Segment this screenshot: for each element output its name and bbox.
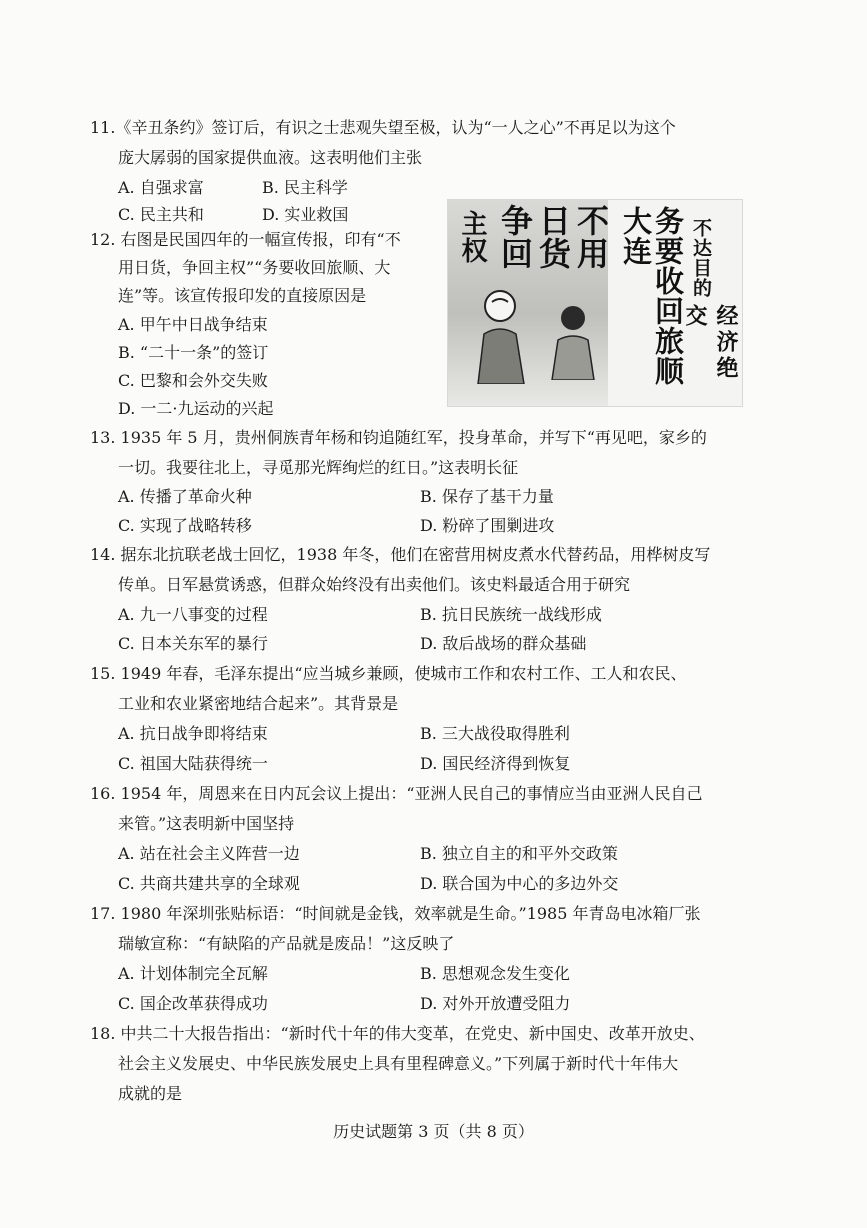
- q16-line-1: 16. 1954 年，周恩来在日内瓦会议上提出：“亚洲人民自己的事情应当由亚洲人民自己: [90, 784, 703, 803]
- q11-option-b: B. 民主科学: [262, 178, 348, 197]
- page-footer: 历史试题第 3 页（共 8 页）: [333, 1122, 534, 1141]
- q17-line-1: 17. 1980 年深圳张贴标语：“时间就是金钱，效率就是生命。”1985 年青岛电冰箱厂张: [90, 904, 701, 923]
- q11-line-1: 11.《辛丑条约》签订后，有识之士悲观失望至极，认为“一人之心”不再足以为这个: [90, 118, 676, 137]
- propaganda-poster-image: [447, 199, 743, 407]
- q12-option-b: B. “二十一条”的签订: [118, 343, 269, 362]
- poster-figure-right: [548, 300, 598, 380]
- q12-option-a: A. 甲午中日战争结束: [118, 315, 268, 334]
- q17-option-c: C. 国企改革获得成功: [118, 994, 268, 1013]
- q16-option-c: C. 共商共建共享的全球观: [118, 874, 300, 893]
- q18-line-3: 成就的是: [118, 1084, 183, 1103]
- q13-line-1: 13. 1935 年 5 月，贵州侗族青年杨和钧追随红军，投身革命，并写下“再见吧，家乡的: [90, 428, 707, 447]
- q16-line-2: 来管。”这表明新中国坚持: [118, 814, 295, 833]
- poster-figure-left: [470, 284, 530, 384]
- q14-line-2: 传单。日军悬赏诱惑，但群众始终没有出卖他们。该史料最适合用于研究: [118, 575, 631, 594]
- poster-text-until-goal: 不达目的: [690, 218, 712, 298]
- q14-option-d: D. 敌后战场的群众基础: [420, 634, 587, 653]
- q14-line-1: 14. 据东北抗联老战士回忆，1938 年冬，他们在密营用树皮煮水代替药品，用桦树皮写: [90, 545, 711, 564]
- q11-option-a: A. 自强求富: [118, 178, 204, 197]
- q11-option-d: D. 实业救国: [262, 205, 349, 224]
- poster-text-sovereignty: 主权: [457, 210, 487, 264]
- q18-line-2: 社会主义发展史、中华民族发展史上具有里程碑意义。”下列属于新时代十年伟大: [118, 1054, 679, 1073]
- q17-line-2: 瑞敏宣称：“有缺陷的产品就是废品！”这反映了: [118, 934, 455, 953]
- q15-option-a: A. 抗日战争即将结束: [118, 724, 268, 743]
- q12-line-3: 连”等。该宣传报印发的直接原因是: [118, 286, 367, 305]
- q12-option-d: D. 一二·九运动的兴起: [118, 399, 274, 418]
- q16-option-b: B. 独立自主的和平外交政策: [420, 844, 618, 863]
- q17-option-a: A. 计划体制完全瓦解: [118, 964, 268, 983]
- q17-option-b: B. 思想观念发生变化: [420, 964, 570, 983]
- poster-text-lushun-dalian: 务要收回旅顺大连: [619, 206, 685, 386]
- q14-option-c: C. 日本关东军的暴行: [118, 634, 268, 653]
- q15-option-c: C. 祖国大陆获得统一: [118, 754, 268, 773]
- q13-option-c: C. 实现了战略转移: [118, 516, 252, 535]
- q13-line-2: 一切。我要往北上，寻觅那光辉绚烂的红日。”这表明长征: [118, 458, 519, 477]
- q18-line-1: 18. 中共二十大报告指出：“新时代十年的伟大变革，在党史、新中国史、改革开放史、: [90, 1024, 705, 1043]
- poster-text-do-not-use: 不用: [572, 204, 610, 270]
- q17-option-d: D. 对外开放遭受阻力: [420, 994, 571, 1013]
- q16-option-a: A. 站在社会主义阵营一边: [118, 844, 300, 863]
- q15-option-d: D. 国民经济得到恢复: [420, 754, 571, 773]
- q13-option-d: D. 粉碎了围剿进攻: [420, 516, 555, 535]
- q14-option-b: B. 抗日民族统一战线形成: [420, 605, 602, 624]
- q12-option-c: C. 巴黎和会外交失败: [118, 371, 268, 390]
- q15-option-b: B. 三大战役取得胜利: [420, 724, 570, 743]
- q16-option-d: D. 联合国为中心的多边外交: [420, 874, 619, 893]
- poster-text-economic-boycott: 经济绝交: [682, 304, 739, 382]
- q11-option-c: C. 民主共和: [118, 205, 204, 224]
- q12-line-2: 用日货，争回主权”“务要收回旅顺、大: [118, 258, 391, 277]
- poster-text-reclaim: 争回: [496, 204, 534, 270]
- q15-line-1: 15. 1949 年春，毛泽东提出“应当城乡兼顾，使城市工作和农村工作、工人和农民、: [90, 664, 687, 683]
- q13-option-b: B. 保存了基干力量: [420, 487, 554, 506]
- q15-line-2: 工业和农业紧密地结合起来”。其背景是: [118, 694, 399, 713]
- q11-line-2: 庞大孱弱的国家提供血液。这表明他们主张: [118, 148, 423, 167]
- q13-option-a: A. 传播了革命火种: [118, 487, 252, 506]
- poster-text-japanese-goods: 日货: [534, 204, 572, 270]
- q14-option-a: A. 九一八事变的过程: [118, 605, 268, 624]
- q12-line-1: 12. 右图是民国四年的一幅宣传报，印有“不: [90, 230, 401, 249]
